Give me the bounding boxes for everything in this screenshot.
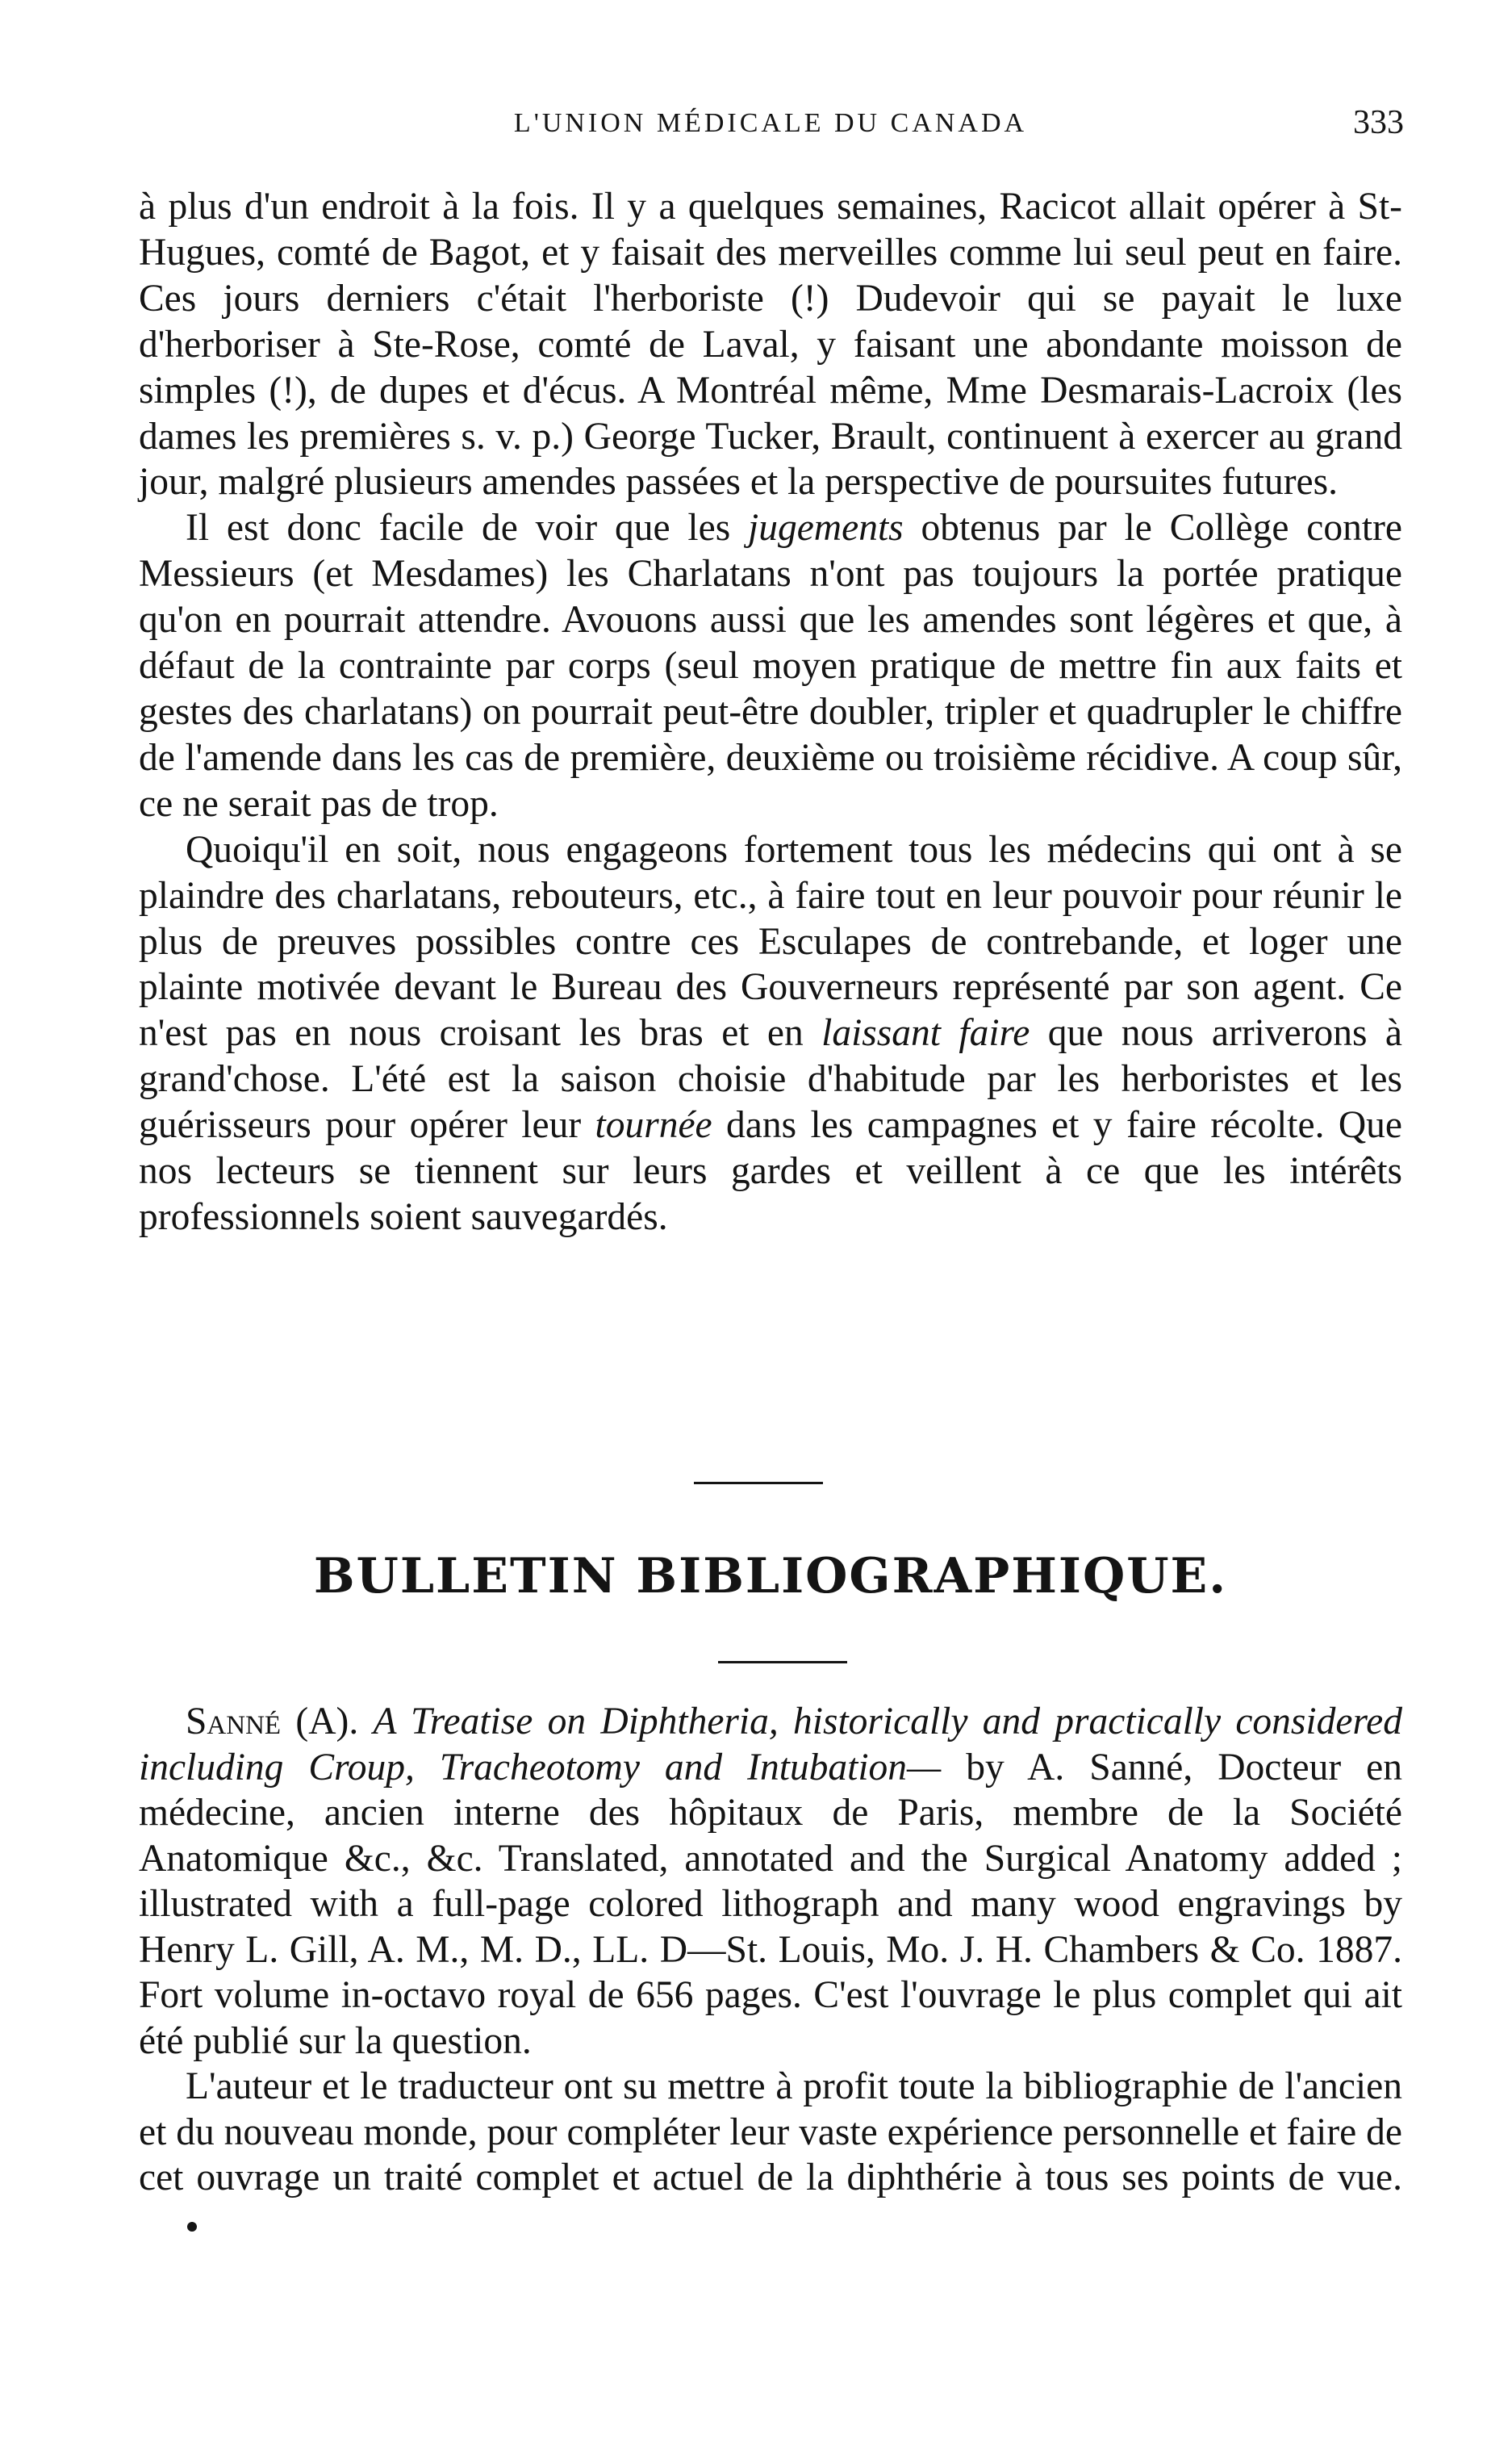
author-name: Sanné (A).	[186, 1701, 359, 1742]
article-body	[139, 184, 1402, 1240]
paragraph-3-text-c: dans les campagnes et y faire récolte. Que nos lecteurs se tiennent sur leurs gardes et veillent à ce que les intérêts professionnels soient sauvegardés.	[139, 1104, 1402, 1238]
running-title: L'UNION MÉDICALE DU CANADA	[513, 108, 1028, 138]
bibliography-paragraph-1	[139, 1699, 1402, 2064]
paragraph-2-text-b: obtenus par le Collège contre Messieurs (et Mesdames) les Charlatans n'ont pas toujours la portée pratique qu'on en pourrait attendre. Avouons aussi que les amendes sont légères et que, à défaut de la contrainte par corps (seul moyen pratique de mettre fin aux faits et gestes des charlatans) on pourrait peut-être doubler, tripler et quadrupler le chiffre de l'amende dans les cas de première, deuxième ou troisième récidive. A coup sûr, ce ne serait pas de trop.	[139, 507, 1402, 825]
end-mark	[187, 2222, 197, 2232]
paragraph-3-emphasis-1: laissant faire	[821, 1012, 1030, 1055]
paragraph-3-text-a: Quoiqu'il en soit, nous engageons fortement tous les médecins qui ont à se plaindre des charlatans, rebouteurs, etc., à faire tout en leur pouvoir pour réunir le plus de preuves possibles contre ces Esculapes de contrebande, et loger une plainte motivée devant le Bureau des Gouverneurs représenté par son agent. Ce n'est pas en nous croisant les bras et en	[139, 828, 1402, 1055]
book-description: by A. Sanné, Docteur en médecine, ancien interne des hôpitaux de Paris, membre de la Société Anatomique &c., &c. Translated, annotated and the Surgical Anatomy added ; illustrated with a full-page colored lithograph and many wood engravings by Henry L. Gill, A. M., M. D., LL. D—St. Louis, Mo. J. H. Chambers & Co. 1887. Fort volume in-octavo royal de 656 pages. C'est l'ouvrage le plus complet qui ait été publié sur la question.	[139, 1746, 1402, 2062]
paragraph-3-emphasis-2: tournée	[595, 1104, 712, 1147]
paragraph-2-text-a: Il est donc facile de voir que les	[186, 507, 749, 550]
running-head	[137, 103, 1404, 152]
section-title: BULLETIN BIBLIOGRAPHIQUE.	[313, 1548, 1228, 1604]
paragraph-1: à plus d'un endroit à la fois. Il y a quelques semaines, Racicot allait opérer à St-Hugues, comté de Bagot, et y faisait des merveilles comme lui seul peut en faire. Ces jours derniers c'était l'herboriste (!) Dudevoir qui se payait le luxe d'herboriser à Ste-Rose, comté de Laval, y faisant une abondante moisson de simples (!), de dupes et d'écus. A Montréal même, Mme Desmarais-Lacroix (les dames les premières s. v. p.) George Tucker, Brault, continuent à exercer au grand jour, malgré plusieurs amendes passées et la perspective de poursuites futures.	[139, 186, 1402, 504]
bibliography-paragraph-2	[139, 2064, 1402, 2246]
title-underline-rule	[718, 1661, 847, 1663]
bibliography-paragraph-2-text: L'auteur et le traducteur ont su mettre à profit toute la bibliographie de l'ancien et du nouveau monde, pour compléter leur vaste expérience personnelle et faire de cet ouvrage un traité complet et actuel de la diphthérie à tous ses points de vue.	[139, 2065, 1402, 2198]
paragraph-2	[139, 505, 1402, 826]
page-number: 333	[1353, 104, 1404, 141]
paragraph-3	[139, 827, 1402, 1240]
paragraph-2-emphasis: jugements	[748, 507, 904, 550]
paragraph-3-text-b: que nous arriverons à grand'chose. L'été est la saison choisie d'habitude par les herboristes et les guérisseurs pour opérer leur	[139, 1012, 1402, 1147]
bibliography-entry	[139, 1699, 1402, 2246]
book-title: A Treatise on Diphtheria, historically and practically considered including Croup, Tracheotomy and Intubation—	[139, 1701, 1403, 1788]
separator-rule	[694, 1482, 823, 1484]
